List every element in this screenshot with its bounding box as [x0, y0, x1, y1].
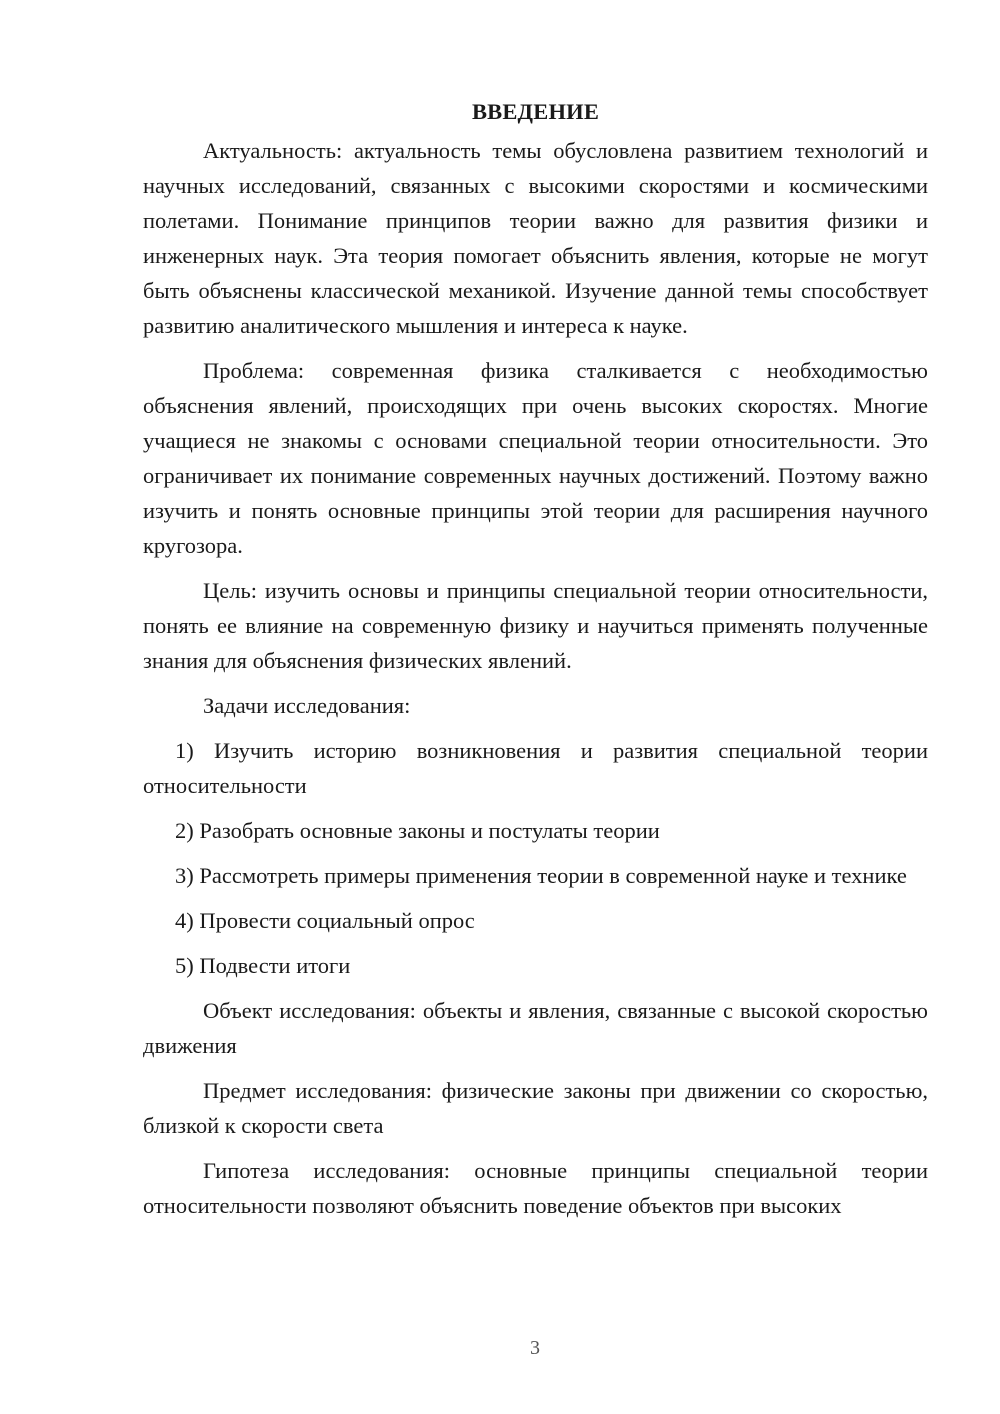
subject-paragraph: Предмет исследования: физические законы при движении со скоростью, близкой к скорости света: [143, 1078, 928, 1138]
task-item: 2) Разобрать основные законы и постулаты теории: [175, 818, 660, 843]
task-item: 3) Рассмотреть примеры применения теории в современной науке и технике: [175, 863, 907, 888]
task-item: 1) Изучить историю возникновения и развития специальной теории относительности: [143, 738, 928, 798]
goal-paragraph: Цель: изучить основы и принципы специальной теории относительности, понять ее влияние на современную физику и научиться применять полученные знания для объяснения физических явлений.: [143, 578, 928, 673]
section-title: ВВЕДЕНИЕ: [471, 99, 600, 124]
tasks-heading: Задачи исследования:: [203, 693, 411, 718]
page-content: [143, 96, 928, 1223]
relevance-paragraph: Актуальность: актуальность темы обусловлена развитием технологий и научных исследований, связанных с высокими скоростями и космическими полетами. Понимание принципов теории важно для развития физики и инженерных наук. Эта теория помогает объяснить явления, которые не могут быть объяснены классической механикой. Изучение данной темы способствует развитию аналитического мышления и интереса к науке.: [143, 138, 928, 338]
object-paragraph: Объект исследования: объекты и явления, связанные с высокой скоростью движения: [143, 998, 928, 1058]
problem-paragraph: Проблема: современная физика сталкивается с необходимостью объяснения явлений, происходящих при очень высоких скоростях. Многие учащиеся не знакомы с основами специальной теории относительности. Это ограничивает их понимание современных научных достижений. Поэтому важно изучить и понять основные принципы этой теории для расширения научного кругозора.: [143, 358, 928, 558]
page-number: 3: [530, 1337, 540, 1359]
hypothesis-paragraph: Гипотеза исследования: основные принципы специальной теории относительности позволяют объяснить поведение объектов при высоких: [143, 1158, 928, 1218]
task-item: 4) Провести социальный опрос: [175, 908, 475, 933]
task-item: 5) Подвести итоги: [175, 953, 351, 978]
